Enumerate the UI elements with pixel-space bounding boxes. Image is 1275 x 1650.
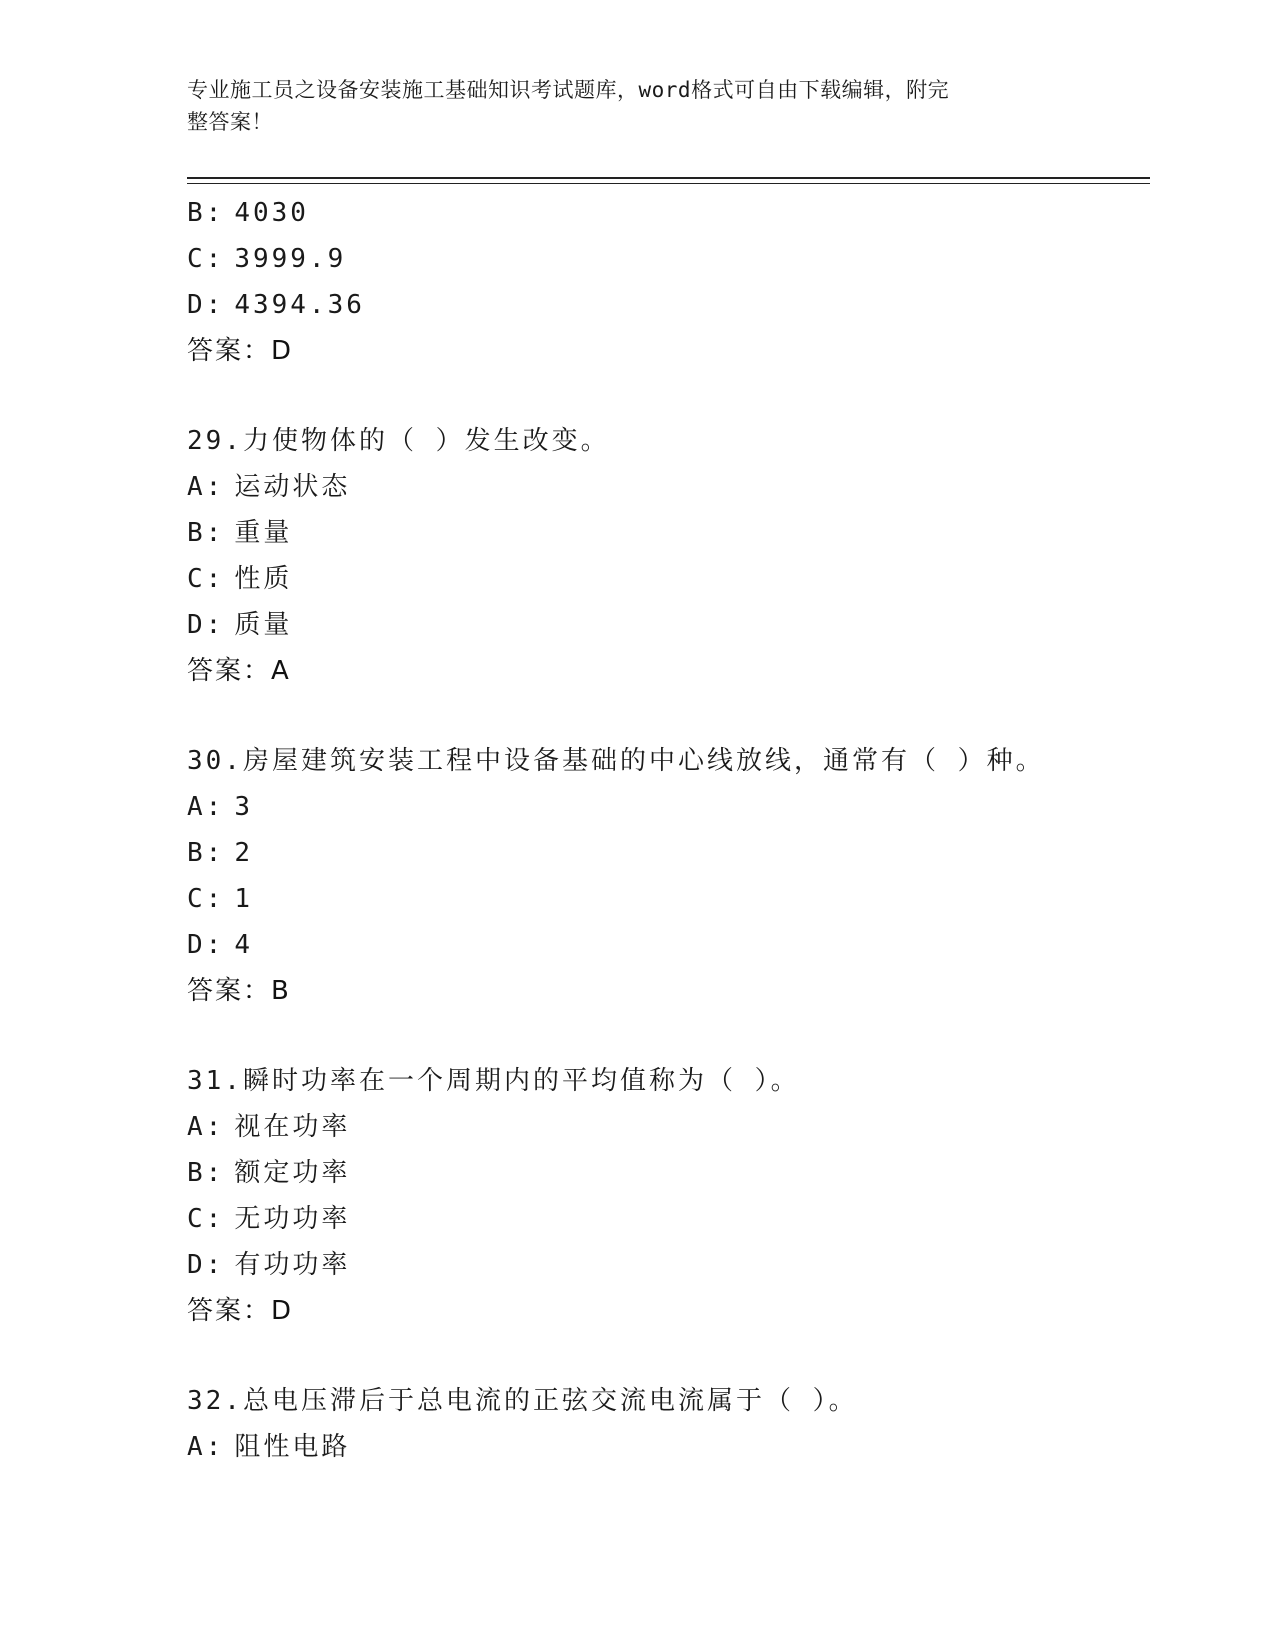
option-separator: : (205, 1250, 225, 1280)
option-line (187, 282, 1147, 328)
option-line (187, 1242, 1147, 1288)
option-text: 4394.36 (234, 290, 365, 320)
option-line (187, 236, 1147, 282)
answer-line: 答案：D (187, 1296, 294, 1326)
option-letter: C (187, 1204, 206, 1234)
option-line (187, 876, 1147, 922)
option-text: 3 (234, 792, 253, 822)
option-letter: C (187, 884, 206, 914)
option-line (187, 1104, 1147, 1150)
question-block (187, 1378, 1147, 1470)
option-letter: B (187, 1158, 206, 1188)
option-separator: : (205, 1158, 225, 1188)
option-separator: : (205, 838, 225, 868)
option-separator: : (205, 930, 225, 960)
question-block (187, 418, 1147, 694)
option-line (187, 602, 1147, 648)
option-text: 1 (234, 884, 253, 914)
option-line (187, 784, 1147, 830)
option-letter: C (187, 564, 206, 594)
spacer (187, 1014, 1147, 1058)
option-line (187, 1424, 1147, 1470)
spacer (187, 694, 1147, 738)
document-header (187, 74, 1087, 138)
header-divider-thick (187, 177, 1150, 179)
option-line (187, 1150, 1147, 1196)
option-separator: : (205, 1432, 225, 1462)
option-text: 2 (234, 838, 253, 868)
option-letter: A (187, 1112, 206, 1142)
option-letter: D (187, 610, 206, 640)
option-line (187, 190, 1147, 236)
option-line (187, 830, 1147, 876)
option-letter: B (187, 198, 206, 228)
option-text: 视在功率 (234, 1112, 351, 1142)
option-letter: A (187, 1432, 206, 1462)
option-separator: : (205, 518, 225, 548)
question-title: 32.总电压滞后于总电流的正弦交流电流属于（ ）。 (187, 1386, 858, 1416)
option-line (187, 1196, 1147, 1242)
option-text: 阻性电路 (234, 1432, 351, 1462)
option-letter: A (187, 472, 206, 502)
option-letter: C (187, 244, 206, 274)
option-separator: : (205, 792, 225, 822)
option-text: 4030 (234, 198, 309, 228)
option-letter: D (187, 290, 206, 320)
option-letter: B (187, 838, 206, 868)
option-separator: : (205, 1112, 225, 1142)
answer-line: 答案：D (187, 336, 294, 366)
option-text: 无功功率 (234, 1204, 351, 1234)
option-letter: B (187, 518, 206, 548)
option-text: 重量 (234, 518, 293, 548)
option-text: 4 (234, 930, 253, 960)
option-separator: : (205, 472, 225, 502)
option-separator: : (205, 198, 225, 228)
option-text: 有功功率 (234, 1250, 351, 1280)
option-letter: D (187, 1250, 206, 1280)
answer-line: 答案：B (187, 976, 291, 1006)
option-letter: D (187, 930, 206, 960)
question-title: 29.力使物体的（ ）发生改变。 (187, 426, 610, 456)
question-title: 31.瞬时功率在一个周期内的平均值称为（ ）。 (187, 1066, 800, 1096)
question-block (187, 1058, 1147, 1334)
option-line (187, 922, 1147, 968)
option-text: 质量 (234, 610, 293, 640)
option-separator: : (205, 244, 225, 274)
header-divider-thin (187, 183, 1150, 184)
spacer (187, 1334, 1147, 1378)
option-text: 性质 (234, 564, 293, 594)
option-text: 3999.9 (234, 244, 347, 274)
option-line (187, 556, 1147, 602)
option-line (187, 464, 1147, 510)
question-block (187, 738, 1147, 1014)
answer-line: 答案：A (187, 656, 291, 686)
option-text: 运动状态 (234, 472, 351, 502)
header-line-2: 整答案！ (187, 110, 273, 134)
option-separator: : (205, 610, 225, 640)
question-title: 30.房屋建筑安装工程中设备基础的中心线放线，通常有（ ）种。 (187, 746, 1045, 776)
spacer (187, 374, 1147, 418)
header-line-1: 专业施工员之设备安装施工基础知识考试题库，word格式可自由下载编辑，附完 (187, 78, 950, 102)
prev-question-block (187, 190, 1147, 374)
option-text: 额定功率 (234, 1158, 351, 1188)
document-body (187, 190, 1147, 1470)
option-line (187, 510, 1147, 556)
option-separator: : (205, 564, 225, 594)
option-separator: : (205, 884, 225, 914)
option-separator: : (205, 1204, 225, 1234)
option-letter: A (187, 792, 206, 822)
option-separator: : (205, 290, 225, 320)
